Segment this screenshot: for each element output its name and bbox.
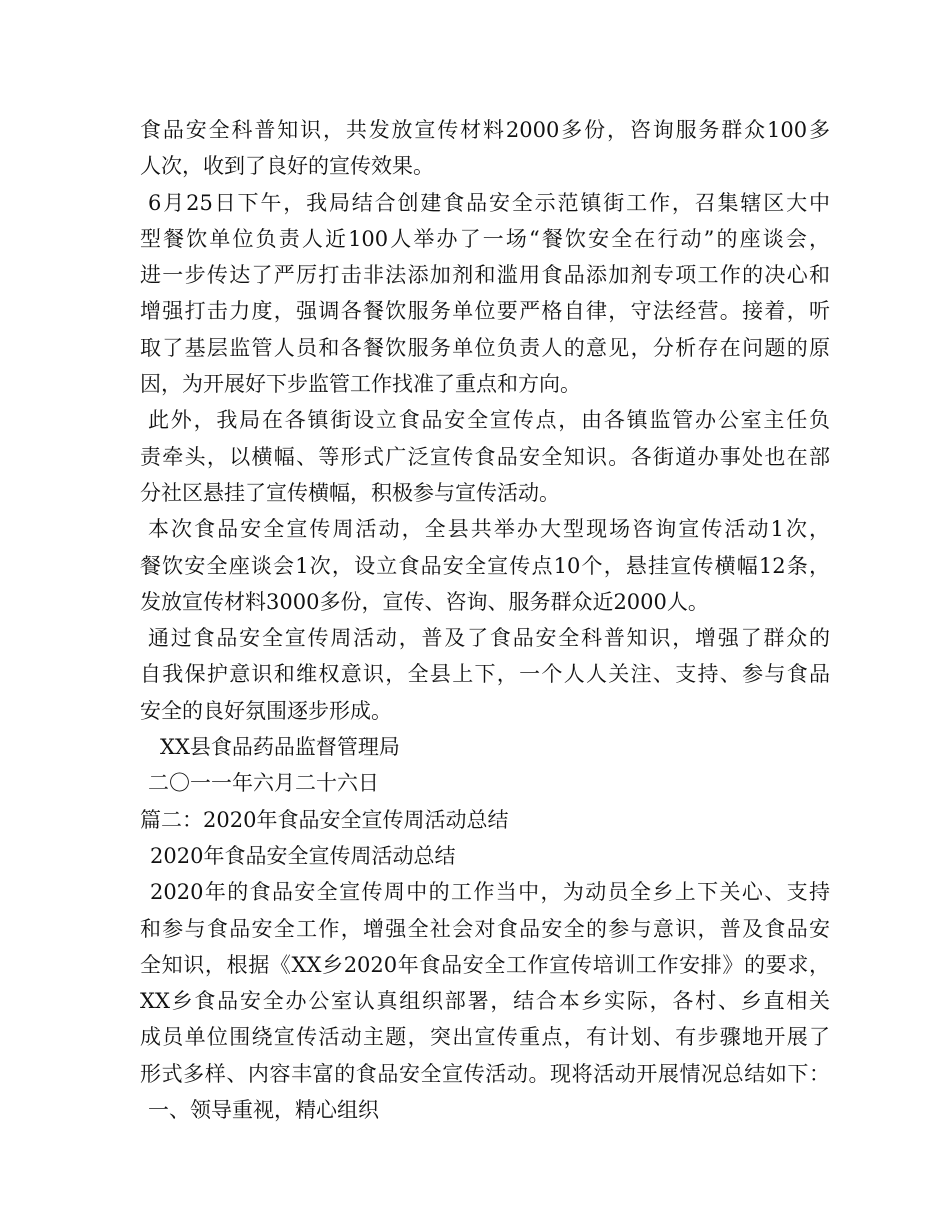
signature-organization: XX县食品药品监督管理局	[160, 735, 400, 760]
document-body	[140, 112, 830, 1128]
text-line: 责牵头，以横幅、等形式广泛宣传食品安全知识。各街道办事处也在部	[140, 444, 830, 469]
text-line: 进一步传达了严厉打击非法添加剂和滥用食品添加剂专项工作的决心和	[140, 263, 830, 288]
text-line: 2020年的食品安全宣传周中的工作当中，为动员全乡上下关心、支持	[150, 880, 830, 905]
text-line: 自我保护意识和维权意识，全县上下，一个人人关注、支持、参与食品	[140, 662, 830, 687]
text-line: 全知识，根据《XX乡2020年食品安全工作宣传培训工作安排》的要求，	[140, 952, 830, 977]
text-line: 增强打击力度，强调各餐饮服务单位要严格自律，守法经营。接着，听	[140, 299, 830, 324]
text-line: 食品安全科普知识，共发放宣传材料2000多份，咨询服务群众100多	[140, 118, 830, 142]
text-line: 人次，收到了良好的宣传效果。	[140, 154, 434, 179]
text-line: 成员单位围绕宣传活动主题，突出宣传重点，有计划、有步骤地开展了	[140, 1025, 830, 1050]
text-line: 餐饮安全座谈会1次，设立食品安全宣传点10个，悬挂宣传横幅12条，	[140, 553, 830, 578]
text-line: 形式多样、内容丰富的食品安全宣传活动。现将活动开展情况总结如下：	[140, 1061, 830, 1086]
text-line: 本次食品安全宣传周活动，全县共举办大型现场咨询宣传活动1次，	[148, 517, 830, 542]
text-line: 发放宣传材料3000多份，宣传、咨询、服务群众近2000人。	[140, 589, 709, 614]
text-line: 和参与食品安全工作，增强全社会对食品安全的参与意识，普及食品安	[140, 916, 830, 941]
article-title: 2020年食品安全宣传周活动总结	[150, 843, 456, 868]
signature-date: 二〇一一年六月二十六日	[148, 771, 379, 796]
text-line: 6月25日下午，我局结合创建食品安全示范镇街工作，召集辖区大中	[148, 190, 830, 215]
text-line: 取了基层监管人员和各餐饮服务单位负责人的意见，分析存在问题的原	[140, 335, 830, 360]
text-line: XX乡食品安全办公室认真组织部署，结合本乡实际，各村、乡直相关	[140, 989, 830, 1014]
text-line: 通过食品安全宣传周活动，普及了食品安全科普知识，增强了群众的	[148, 626, 830, 651]
text-line: 分社区悬挂了宣传横幅，积极参与宣传活动。	[140, 480, 560, 505]
text-line: 因，为开展好下步监管工作找准了重点和方向。	[140, 372, 581, 397]
subsection-heading: 一、领导重视，精心组织	[148, 1098, 379, 1123]
text-line: 安全的良好氛围逐步形成。	[140, 698, 392, 723]
text-line: 型餐饮单位负责人近100人举办了一场“餐饮安全在行动”的座谈会，	[140, 226, 830, 251]
text-line: 此外，我局在各镇街设立食品安全宣传点，由各镇监管办公室主任负	[148, 408, 830, 433]
section-heading: 篇二：2020年食品安全宣传周活动总结	[140, 807, 509, 832]
